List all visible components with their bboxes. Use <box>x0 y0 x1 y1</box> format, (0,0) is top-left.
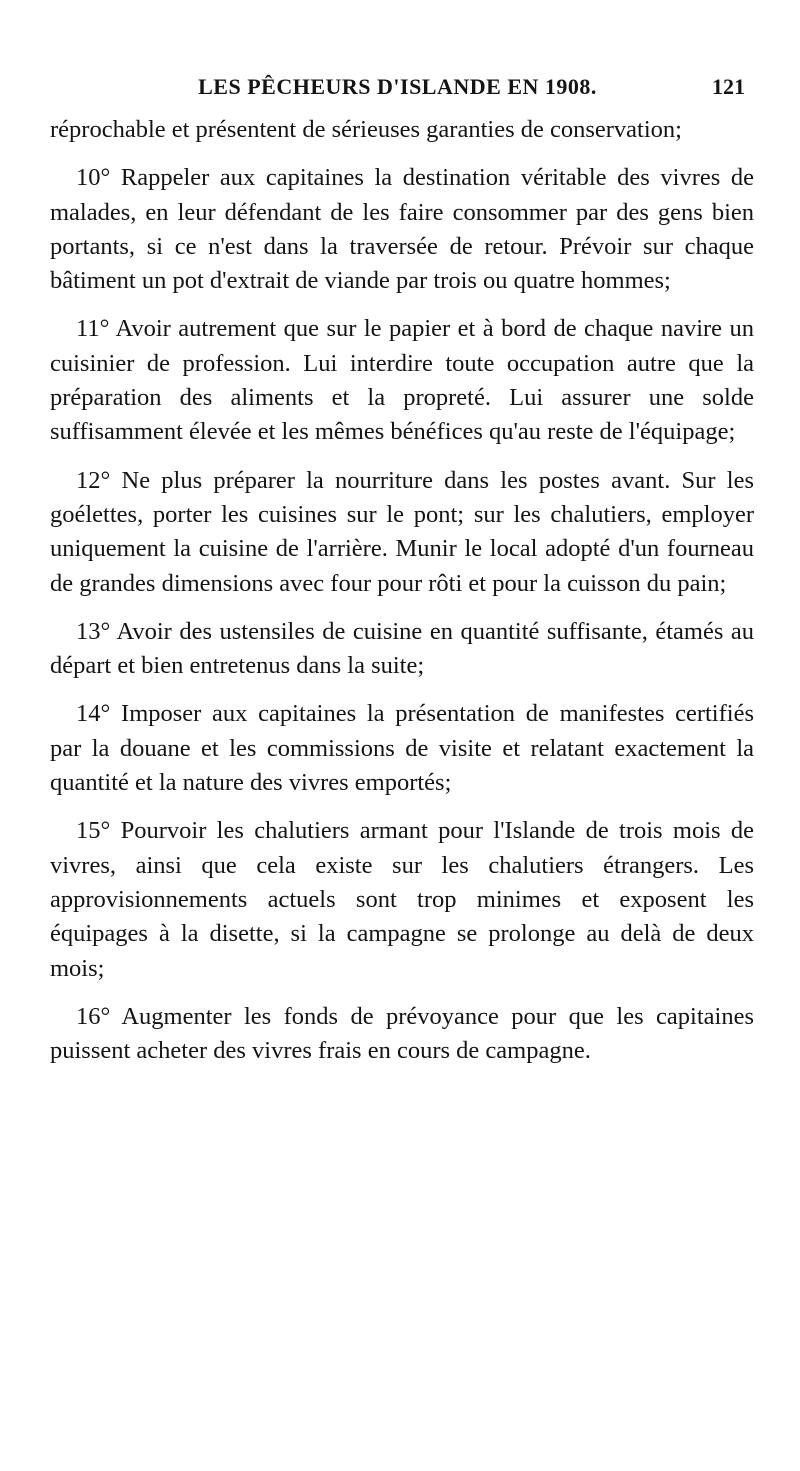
body-text <box>50 113 754 1082</box>
paragraph-continuation: réprochable et présentent de sérieuses garanties de conservation; <box>50 116 682 143</box>
page-header <box>50 72 745 106</box>
paragraph-item-14: 14° Imposer aux capitaines la présentation de manifestes certifiés par la douane et les commissions de visite et relatant exactement la quantité et la nature des vivres emportés; <box>50 700 754 797</box>
paragraph-item-13: 13° Avoir des ustensiles de cuisine en quantité suffisante, étamés au départ et bien entretenus dans la suite; <box>50 617 754 680</box>
paragraph-item-11: 11° Avoir autrement que sur le papier et à bord de chaque navire un cuisinier de profession. Lui interdire toute occupation autre que la préparation des aliments et la propreté. Lui assurer une solde suffisamment élevée et les mêmes bénéfices qu'au reste de l'équipage; <box>50 315 754 446</box>
paragraph-item-10: 10° Rappeler aux capitaines la destination véritable des vivres de malades, en leur défendant de les faire consommer par des gens bien portants, si ce n'est dans la traversée de retour. Prévoir sur chaque bâtiment un pot d'extrait de viande par trois ou quatre hommes; <box>50 164 754 295</box>
paragraph-item-12: 12° Ne plus préparer la nourriture dans les postes avant. Sur les goélettes, porter les cuisines sur le pont; sur les chalutiers, employer uniquement la cuisine de l'arrière. Munir le local adopté d'un fourneau de grandes dimensions avec four pour rôti et pour la cuisson du pain; <box>50 466 754 597</box>
paragraph-item-16: 16° Augmenter les fonds de prévoyance pour que les capitaines puissent acheter des vivres frais en cours de campagne. <box>50 1002 754 1065</box>
page-number: 121 <box>712 74 745 99</box>
paragraph-item-15: 15° Pourvoir les chalutiers armant pour l'Islande de trois mois de vivres, ainsi que cela existe sur les chalutiers étrangers. Les approvisionnements actuels sont trop minimes et exposent les équipages à la disette, si la campagne se prolonge au delà de deux mois; <box>50 817 754 982</box>
running-title: LES PÊCHEURS D'ISLANDE EN 1908. <box>198 74 597 99</box>
